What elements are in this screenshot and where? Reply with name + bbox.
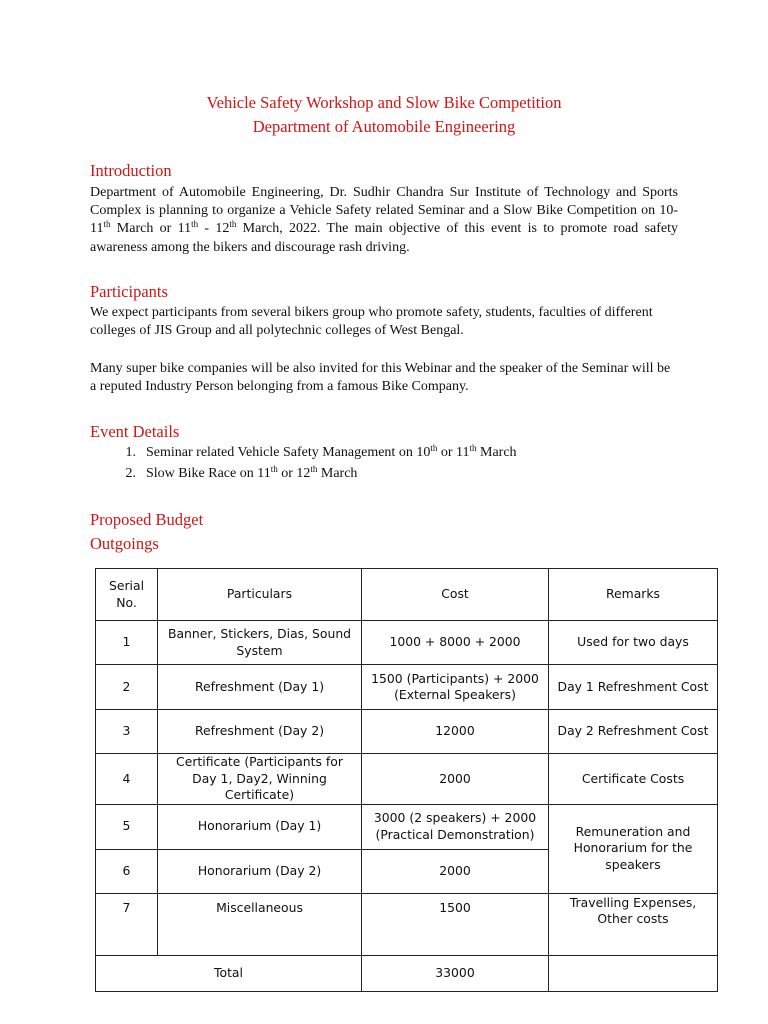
cell-particulars: Miscellaneous bbox=[158, 893, 362, 955]
cell-remarks: Certificate Costs bbox=[549, 754, 718, 805]
table-row bbox=[96, 665, 718, 710]
cell-serial: 3 bbox=[96, 710, 158, 754]
document-subtitle: Department of Automobile Engineering bbox=[252, 117, 516, 136]
cell-cost: 3000 (2 speakers) + 2000 (Practical Demonstration) bbox=[362, 804, 549, 849]
table-row bbox=[96, 710, 718, 754]
cell-remarks: Day 2 Refreshment Cost bbox=[549, 710, 718, 754]
cell-cost: 12000 bbox=[362, 710, 549, 754]
cell-cost: 1000 + 8000 + 2000 bbox=[362, 621, 549, 665]
cell-serial: 2 bbox=[96, 665, 158, 710]
cell-particulars: Certificate (Participants for Day 1, Day2, Winning Certificate) bbox=[158, 754, 362, 805]
header-cost: Cost bbox=[362, 569, 549, 621]
proposed-budget-heading: Proposed Budget bbox=[90, 510, 204, 529]
cell-particulars: Honorarium (Day 2) bbox=[158, 849, 362, 893]
table-row bbox=[96, 804, 718, 849]
budget-table bbox=[95, 568, 718, 992]
event-details-list bbox=[90, 442, 517, 484]
participants-heading: Participants bbox=[90, 282, 168, 301]
cell-particulars: Refreshment (Day 2) bbox=[158, 710, 362, 754]
cell-serial: 4 bbox=[96, 754, 158, 805]
total-label: Total bbox=[96, 955, 362, 991]
participants-paragraph-1: We expect participants from several bikers group who promote safety, students, faculties of different colleges of JIS Group and all polytechnic colleges of West Bengal. bbox=[90, 305, 653, 339]
table-header-row bbox=[96, 569, 718, 621]
total-value: 33000 bbox=[362, 955, 549, 991]
table-row bbox=[96, 893, 718, 955]
participants-paragraph-2: Many super bike companies will be also invited for this Webinar and the speaker of the Seminar will be a reputed Industry Person belonging from a famous Bike Company. bbox=[90, 361, 671, 395]
cell-serial: 6 bbox=[96, 849, 158, 893]
list-item: 2. Slow Bike Race on 11th or 12th March bbox=[125, 464, 358, 481]
cell-particulars: Honorarium (Day 1) bbox=[158, 804, 362, 849]
header-particulars: Particulars bbox=[158, 569, 362, 621]
header-serial: Serial No. bbox=[96, 569, 158, 621]
cell-remarks: Travelling Expenses, Other costs bbox=[549, 893, 718, 955]
cell-remarks-merged: Remuneration and Honorarium for the speakers bbox=[549, 804, 718, 893]
cell-particulars: Banner, Stickers, Dias, Sound System bbox=[158, 621, 362, 665]
table-total-row bbox=[96, 955, 718, 991]
total-remarks bbox=[549, 955, 718, 991]
table-row bbox=[96, 621, 718, 665]
cell-remarks: Day 1 Refreshment Cost bbox=[549, 665, 718, 710]
introduction-heading: Introduction bbox=[90, 161, 172, 180]
cell-serial: 7 bbox=[96, 893, 158, 955]
cell-cost: 1500 bbox=[362, 893, 549, 955]
cell-serial: 1 bbox=[96, 621, 158, 665]
cell-cost: 2000 bbox=[362, 754, 549, 805]
outgoings-heading: Outgoings bbox=[90, 534, 159, 553]
cell-cost: 2000 bbox=[362, 849, 549, 893]
header-remarks: Remarks bbox=[549, 569, 718, 621]
list-item: 1. Seminar related Vehicle Safety Management on 10th or 11th March bbox=[125, 443, 517, 460]
cell-cost: 1500 (Participants) + 2000 (External Speakers) bbox=[362, 665, 549, 710]
document-title: Vehicle Safety Workshop and Slow Bike Competition bbox=[206, 93, 562, 112]
introduction-paragraph: Department of Automobile Engineering, Dr. Sudhir Chandra Sur Institute of Technology and Sports Complex is planning to organize a Vehicle Safety related Seminar and a Slow Bike Competition on 10-11th March or 11th - 12th March, 2022. The main objective of this event is to promote road safety awareness among the bikers and discourage rash driving. bbox=[90, 185, 678, 255]
cell-serial: 5 bbox=[96, 804, 158, 849]
cell-remarks: Used for two days bbox=[549, 621, 718, 665]
cell-particulars: Refreshment (Day 1) bbox=[158, 665, 362, 710]
event-details-heading: Event Details bbox=[90, 422, 180, 441]
table-row bbox=[96, 754, 718, 805]
